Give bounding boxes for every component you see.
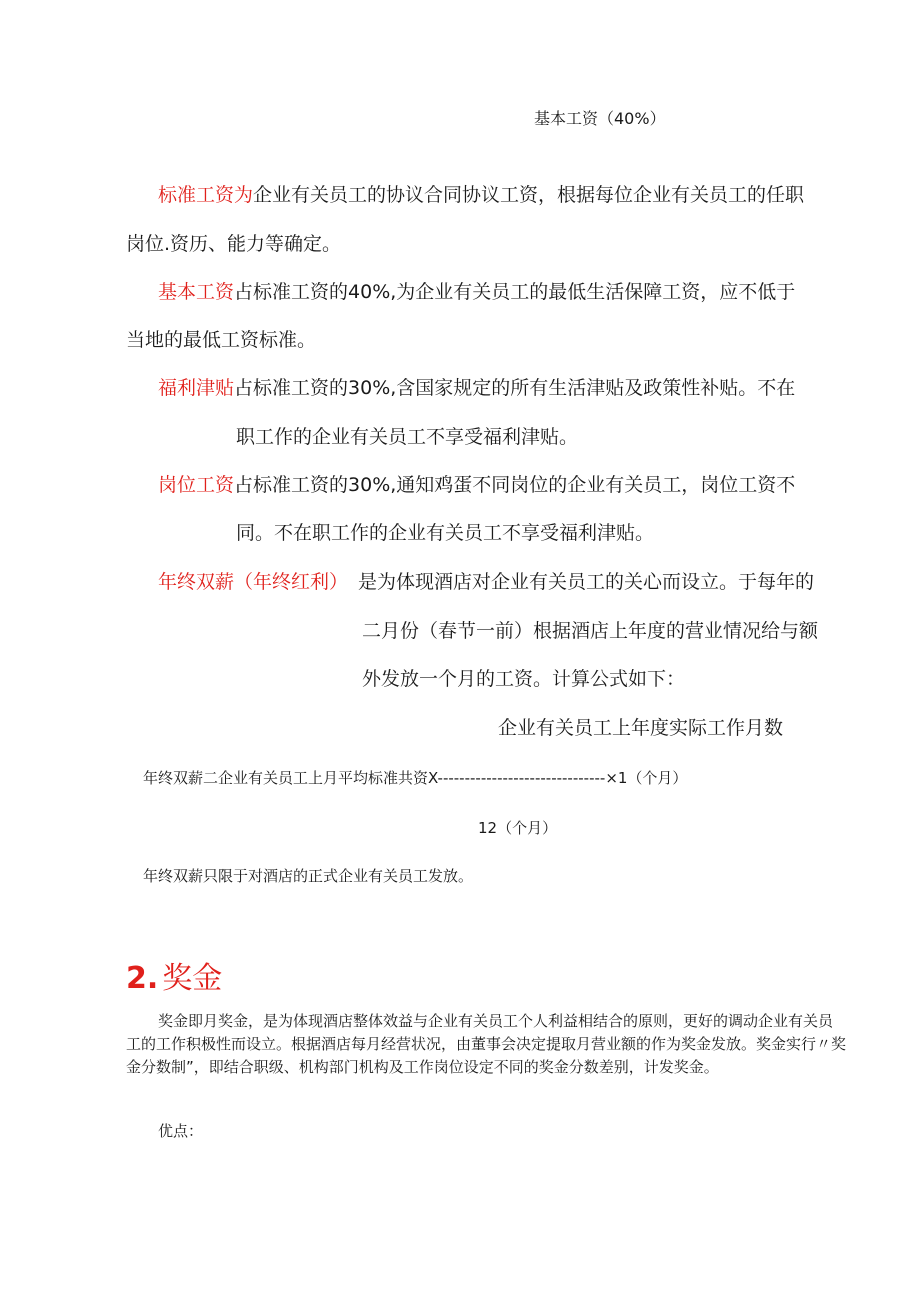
basic-wage-text-1: 占标准工资的40%,为企业有关员工的最低生活保障工资，应不低于 (234, 281, 796, 303)
welfare-line-2: 职工作的企业有关员工不享受福利津贴。 (236, 426, 579, 448)
welfare-term: 福利津贴 (158, 377, 235, 399)
standard-wage-text-1: 企业有关员工的协议合同协议工资，根据每位企业有关员工的任职 (253, 184, 805, 206)
post-wage-term: 岗位工资 (158, 474, 235, 496)
yearend-note: 年终双薪只限于对酒店的正式企业有关员工发放。 (143, 867, 474, 885)
section-2-heading (126, 953, 222, 997)
advantages-label: 优点： (158, 1122, 204, 1140)
yearend-line-2: 二月份（春节一前）根据酒店上年度的营业情况给与额 (362, 620, 819, 642)
top-title: 基本工资（40%） (534, 109, 666, 128)
section-2-body: 奖金即月奖金，是为体现酒店整体效益与企业有关员工个人利益相结合的原则，更好的调动企业有关员工的工作积极性而设立。根据酒店每月经营状况，由董事会决定提取月营业额的作为奖金发放。奖金实行〃奖金分数制”，即结合职级、机构部门机构及工作岗位设定不同的奖金分数差别，计发奖金。 (126, 1012, 847, 1076)
yearend-term: 年终双薪（年终红利） (158, 571, 349, 593)
section-2-number: 2. (126, 961, 159, 996)
formula-denominator: 12（个月） (478, 819, 558, 837)
standard-wage-line-2: 岗位.资历、能力等确定。 (126, 233, 342, 255)
yearend-text-1: 是为体现酒店对企业有关员工的关心而设立。于每年的 (358, 571, 815, 593)
section-2-title: 奖金 (162, 961, 223, 996)
standard-wage-line-1 (158, 180, 804, 207)
yearend-line-1 (158, 567, 814, 594)
basic-wage-term: 基本工资 (158, 281, 235, 303)
welfare-line-1 (158, 373, 795, 400)
basic-wage-line-1 (158, 277, 795, 304)
welfare-text-1: 占标准工资的30%,含国家规定的所有生活津贴及政策性补贴。不在 (234, 377, 796, 399)
formula-numerator: 企业有关员工上年度实际工作月数 (498, 717, 784, 739)
formula-main: 年终双薪二企业有关员工上月平均标准共资X-------------------------------×1（个月） (143, 769, 688, 787)
basic-wage-line-2: 当地的最低工资标准。 (126, 329, 317, 351)
post-wage-text-1: 占标准工资的30%,通知鸡蛋不同岗位的企业有关员工，岗位工资不 (234, 474, 796, 496)
yearend-line-3: 外发放一个月的工资。计算公式如下： (362, 668, 686, 690)
standard-wage-term: 标准工资为 (158, 184, 254, 206)
post-wage-line-2: 同。不在职工作的企业有关员工不享受福利津贴。 (236, 522, 655, 544)
post-wage-line-1 (158, 470, 795, 497)
